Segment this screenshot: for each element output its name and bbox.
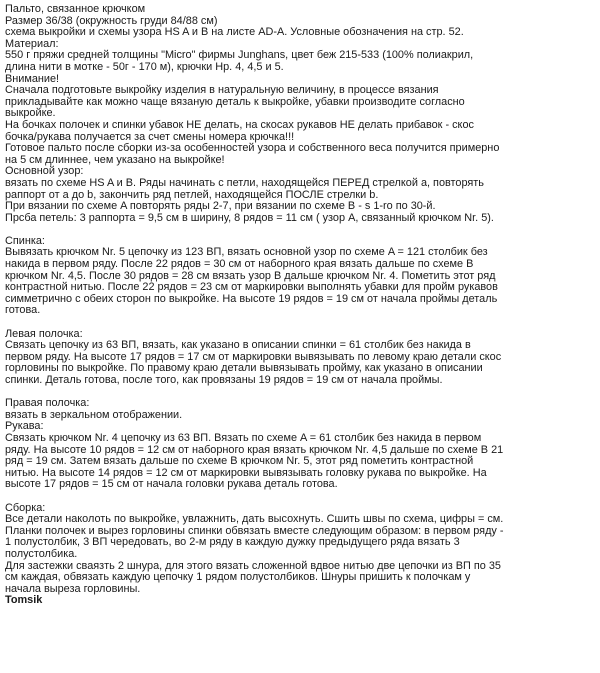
pattern-line: раппорт от a до b, закончить ряд петлей, находящейся ПОСЛЕ стрелки b. [5, 188, 379, 201]
section-gap [5, 387, 595, 399]
document [5, 4, 595, 607]
pattern-line: При вязании по схеме A повторять ряды 2-7, при вязании по схеме B - s 1-ro по 30-й. [5, 200, 436, 213]
right-front-heading: Правая полочка: [5, 397, 90, 410]
assembly-line: начала выреза горловины. [5, 582, 141, 595]
attention-line: на 5 см длиннее, чем указано на выкройке! [5, 153, 225, 166]
left-front-heading: Левая полочка: [5, 327, 83, 340]
doc-title: Пальто, связанное крючком [5, 3, 146, 15]
attention-line: бочка/рукава получается за счет смены номера крючка!!! [5, 130, 295, 143]
attention-line: Готовое пальто после сборки из-за особенностей узора и собственного веса получится примерно [5, 142, 500, 155]
back-line: контрастной нитью. После 22 рядов = 23 см от маркировки выполнять убавки для пройм рукавов [5, 281, 498, 294]
material-line: длина нити в мотке - 50г - 170 м), крючки Нр. 4, 4,5 и 5. [5, 60, 284, 73]
left-front-line: Связать цепочку из 63 ВП, вязать, как указано в описании спинки = 61 столбик без накида в [5, 339, 471, 352]
back-heading: Спинка: [5, 234, 45, 247]
attention-line: выкройке. [5, 107, 56, 120]
assembly-line: см каждая, обвязать каждую цепочку 1 рядом полустолбиков. Шнуры пришить к полочкам у [5, 571, 471, 584]
assembly-heading: Сборка: [5, 501, 46, 514]
sleeve-heading: Рукава: [5, 420, 44, 433]
back-line: накида в первом ряду. После 22 рядов = 30 см от наборного края вязать дальше по схеме B [5, 258, 474, 271]
section-gap [5, 491, 595, 503]
section-gap [5, 317, 595, 329]
back-line: крючком Nr. 4,5. После 30 рядов = 28 см вязать узор B дальше крючком Nr. 4. Пометить этот ряд [5, 269, 496, 282]
left-front-line: спинки. Деталь готова, после того, как провязаны 19 рядов = 19 см от начала проймы. [5, 374, 443, 386]
left-front-line: горловины по выкройке. По правому краю детали вывязывать пройму, как указано в описании [5, 362, 483, 375]
attention-line: На бочках полочек и спинки убавок НЕ делать, на скосах рукавов НЕ делать прибавок - скос [5, 118, 474, 131]
author-signature: Tomsik [5, 594, 43, 607]
pattern-line: вязать по схеме HS A и B. Ряды начинать с петли, находящейся ПЕРЕД стрелкой a, повторять [5, 176, 484, 189]
back-line: Вывязать крючком Nr. 5 цепочку из 123 ВП, вязать основной узор по схеме A = 121 столбик без [5, 246, 488, 259]
section-gap [5, 224, 595, 236]
sleeve-line: ряд = 19 см. Затем вязать дальше по схеме B крючком Nr. 5, этот ряд пометить контрастной [5, 455, 474, 468]
size-line: Размер 36/38 (окружность груди 84/88 см) [5, 14, 218, 27]
back-line: готова. [5, 304, 41, 317]
assembly-line: полустолбика. [5, 547, 78, 560]
assembly-line: Все детали наколоть по выкройке, увлажнить, дать высохнуть. Сшить швы по схема, цифры = см. [5, 513, 504, 526]
scheme-line: схема выкройки и схемы узора HS A и B на листе AD-A. Условные обозначения на стр. 52. [5, 26, 464, 39]
sleeve-line: высоте 17 рядов = 15 см от начала головки рукава деталь готова. [5, 478, 338, 491]
pattern-line: Прсба петель: 3 раппорта = 9,5 см в ширину, 8 рядов = 11 см ( узор A, связанный крючком Nr. 5). [5, 211, 494, 224]
sleeve-line: ряду. На высоте 10 рядов = 12 см от наборного края вязать крючком Nr. 4,5 дальше по схеме B 21 [5, 443, 504, 456]
pattern-heading: Основной узор: [5, 165, 84, 178]
attention-heading: Внимание! [5, 72, 60, 85]
left-front-line: первом ряду. На высоте 17 рядов = 17 см от маркировки вывязывать по левому краю детали скос [5, 350, 502, 363]
assembly-line: 1 полустолбик, 3 ВП чередовать, во 2-м ряду в каждую дужку предыдущего ряда вязать 3 [5, 536, 460, 549]
material-heading: Материал: [5, 37, 59, 50]
attention-line: Сначала подготовьте выкройку изделия в натуральную величину, в процессе вязания [5, 84, 439, 97]
attention-line: прикладывайте как можно чаще вязаную деталь к выкройке, убавки производите согласно [5, 95, 465, 108]
material-line: 550 г пряжи средней толщины "Micro" фирмы Junghans, цвет беж 215-533 (100% полиакрил, [5, 49, 474, 62]
sleeve-line: нитью. На высоте 14 рядов = 12 см от маркировки вывязывать головку рукава по выкройке. На [5, 466, 487, 479]
sleeve-line: Связать крючком Nr. 4 цепочку из 63 ВП. Вязать по схеме A = 61 столбик без накида в первом [5, 431, 482, 444]
assembly-line: Для застежки сваязть 2 шнура, для этого вязать сложенной вдвое нитью две цепочки из ВП по 35 [5, 559, 501, 572]
assembly-line: Планки полочек и вырез горловины спинки обвязать вместе следующим образом: в первом ряду - [5, 524, 504, 537]
right-front-line: вязать в зеркальном отображении. [5, 408, 183, 421]
back-line: симметрично с обеих сторон по выкройке. На высоте 19 рядов = 19 см от начала проймы деталь [5, 292, 498, 305]
